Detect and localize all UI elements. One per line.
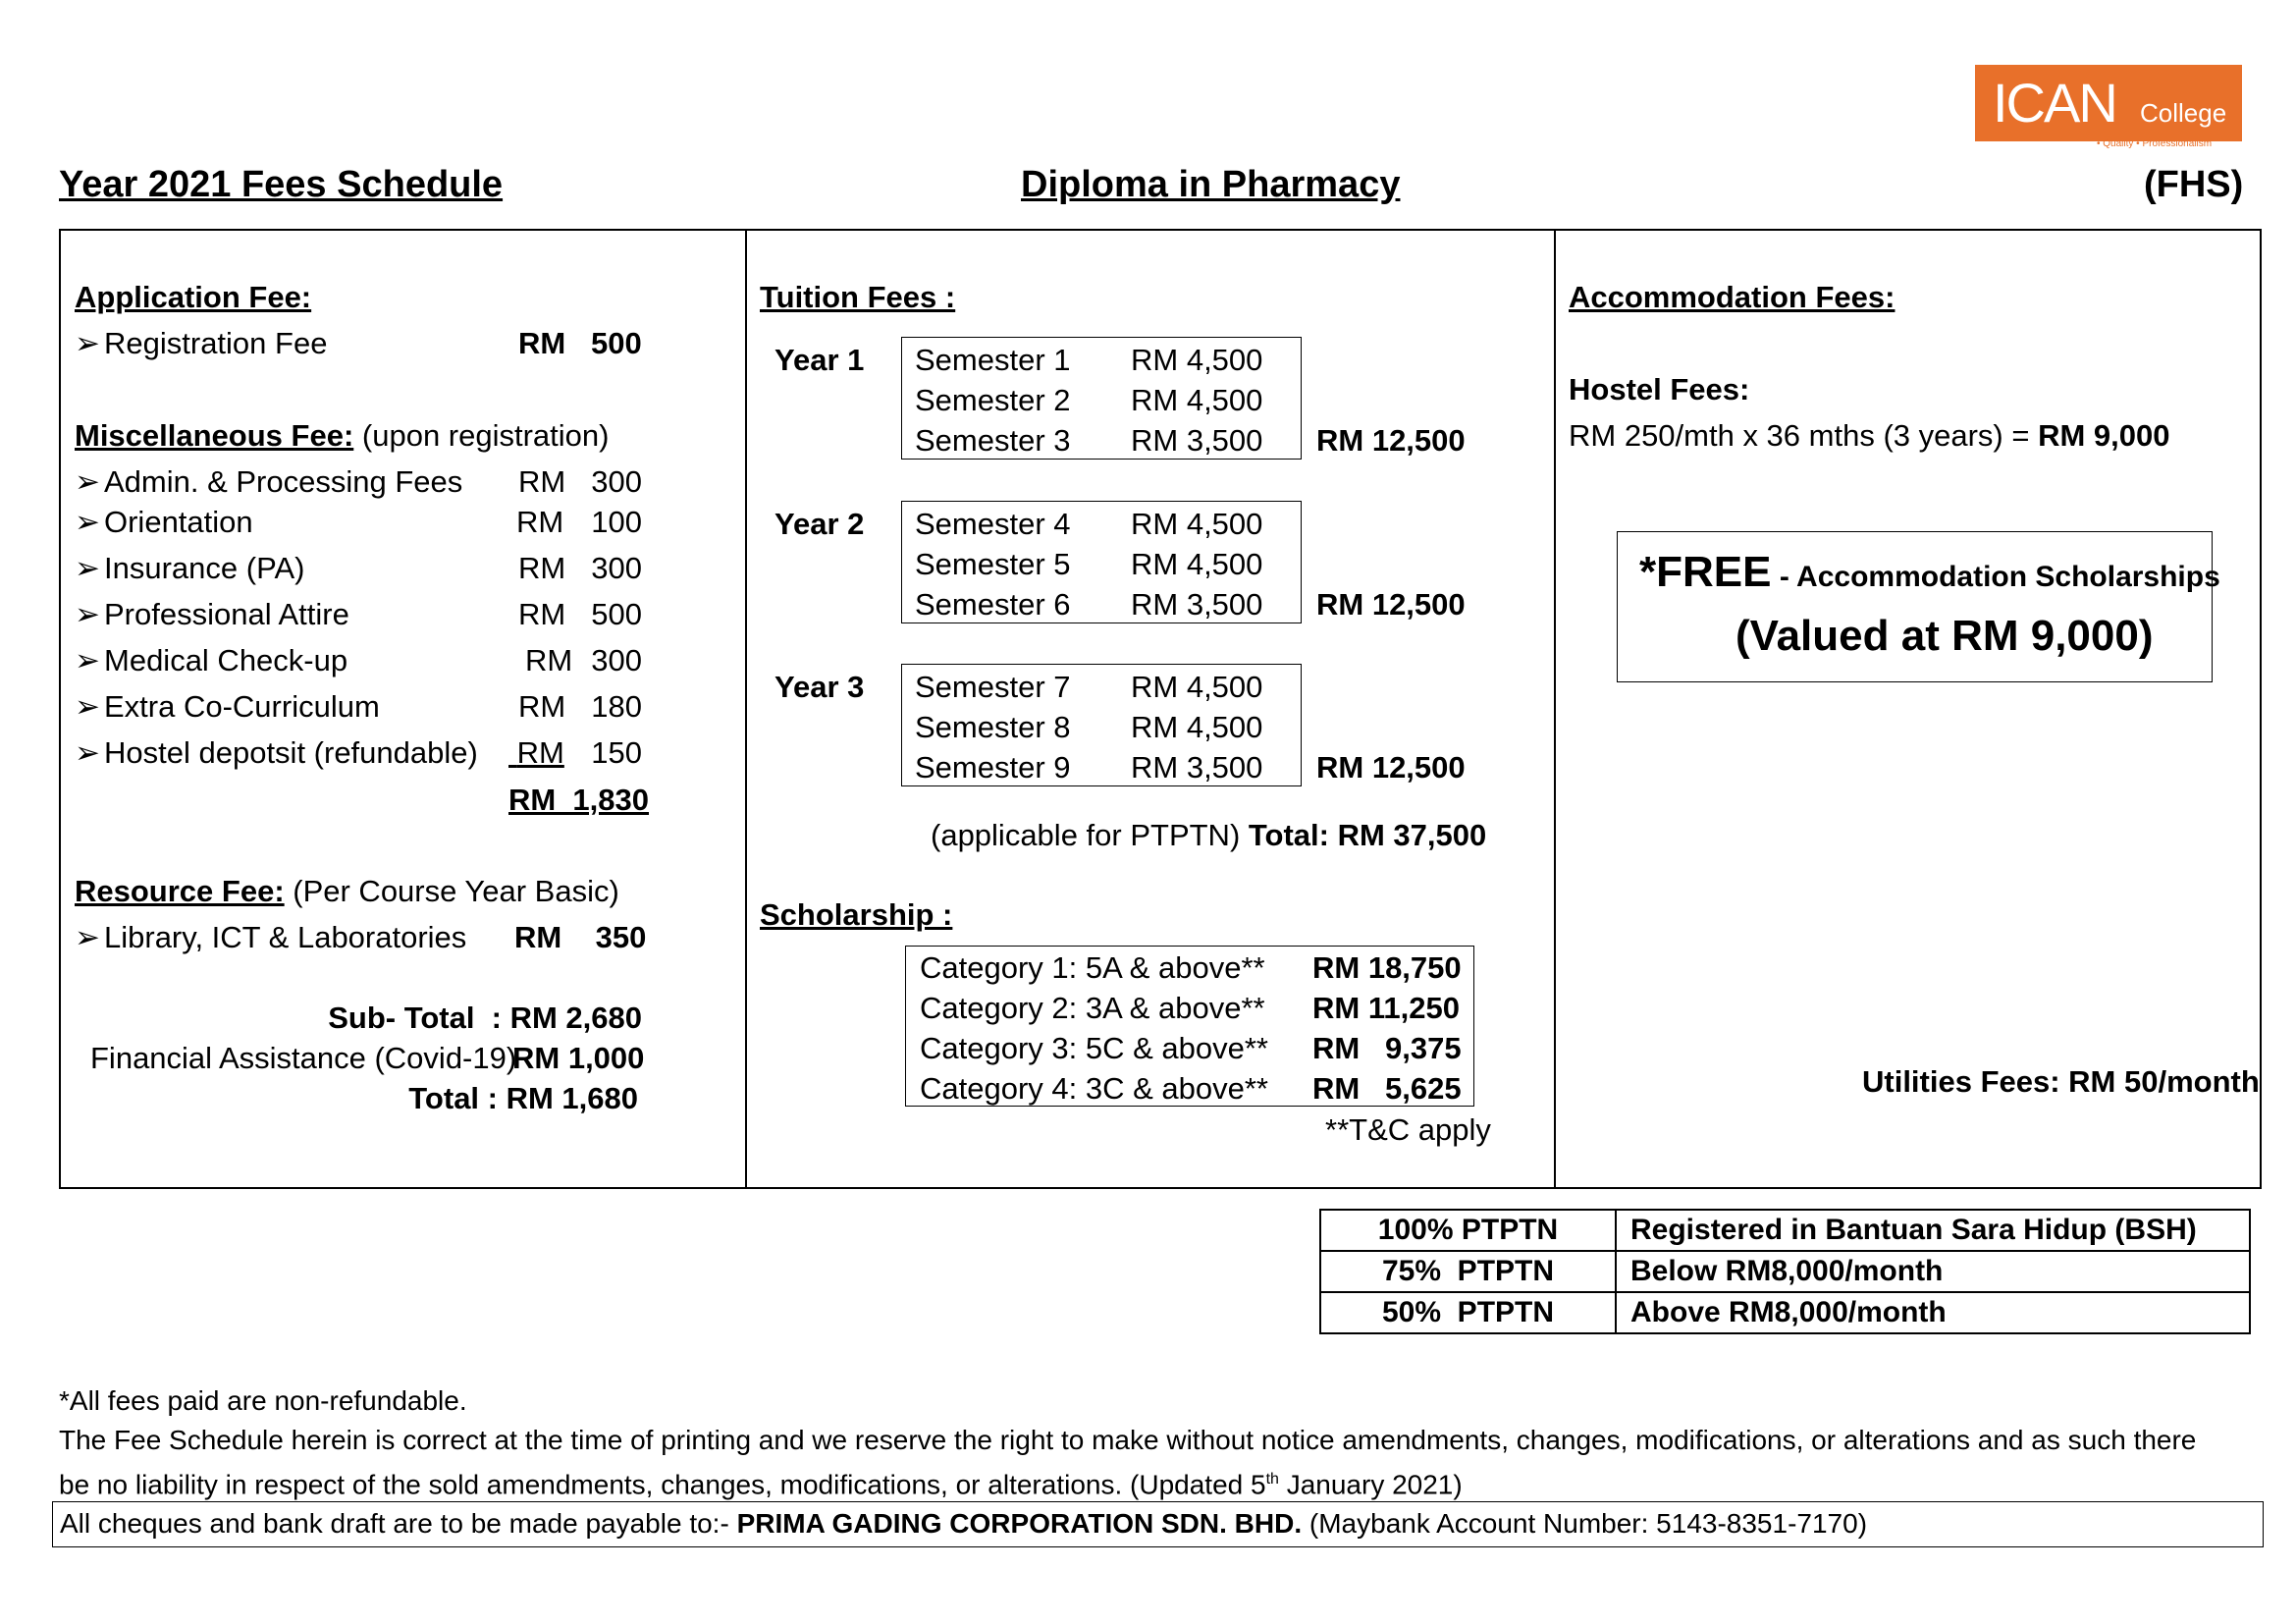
- registration-fee-row: [75, 326, 327, 361]
- tuition-grand-total: Total: RM 37,500: [1248, 818, 1487, 852]
- scholarship-amount: RM 9,375: [1312, 1031, 1462, 1065]
- program-title: Diploma in Pharmacy: [1021, 164, 1401, 205]
- scholarship-amount: RM 11,250: [1312, 991, 1460, 1025]
- table-row: [1320, 1292, 2250, 1333]
- misc-item-row: [75, 689, 380, 725]
- scholarship-amount: RM 18,750: [1312, 950, 1462, 985]
- semester-fee: RM 4,500: [1131, 670, 1263, 704]
- ptptn-criteria: Registered in Bantuan Sara Hidup (BSH): [1616, 1210, 2250, 1251]
- arrow-bullet-icon: ➢: [75, 920, 100, 954]
- semester-name: Semester 6: [915, 587, 1071, 622]
- payable-line: [60, 1507, 1867, 1541]
- semester-fee: RM 4,500: [1131, 343, 1263, 377]
- misc-item-label: Insurance (PA): [104, 551, 305, 585]
- logo-tagline: • Quality • Professionalism: [2097, 138, 2213, 149]
- semester-fee: RM 4,500: [1131, 547, 1263, 581]
- registration-fee-label: Registration Fee: [104, 326, 328, 360]
- scholarship-category: Category 3: 5C & above**: [920, 1031, 1268, 1065]
- ptptn-criteria: Below RM8,000/month: [1616, 1251, 2250, 1292]
- payable-company: PRIMA GADING CORPORATION SDN. BHD.: [736, 1508, 1303, 1539]
- year-total: RM 12,500: [1316, 750, 1466, 785]
- ican-college-logo: [1975, 65, 2242, 141]
- misc-item-label: Orientation: [104, 505, 253, 539]
- misc-item-currency: RM: [518, 464, 566, 499]
- arrow-bullet-icon: ➢: [75, 689, 100, 724]
- resource-fee-note: (Per Course Year Basic): [284, 874, 619, 908]
- semester-fee: RM 4,500: [1131, 710, 1263, 744]
- arrow-bullet-icon: ➢: [75, 551, 100, 585]
- scholarship-category: Category 4: 3C & above**: [920, 1071, 1268, 1106]
- ptptn-level: 75% PTPTN: [1320, 1251, 1616, 1292]
- resource-fee-amount: RM 350: [514, 920, 647, 954]
- misc-item-label: Extra Co-Curriculum: [104, 689, 380, 724]
- disclaimer-text: be no liability in respect of the sold amendments, changes, modifications, or alterations. (Updated 5: [59, 1469, 1266, 1500]
- accommodation-fees-heading: Accommodation Fees:: [1569, 280, 1896, 314]
- tuition-fees-heading: Tuition Fees :: [760, 280, 956, 314]
- misc-item-label: Admin. & Processing Fees: [104, 464, 463, 499]
- misc-item-row: [75, 735, 478, 771]
- hostel-fees-heading: Hostel Fees:: [1569, 372, 1750, 406]
- year-label: Year 1: [774, 343, 865, 377]
- misc-fee-note: (upon registration): [353, 418, 610, 453]
- grand-total-after-assistance: Total : RM 1,680: [408, 1081, 638, 1115]
- misc-fee-heading: Miscellaneous Fee:: [75, 418, 354, 453]
- arrow-bullet-icon: ➢: [75, 597, 100, 631]
- semester-fee: RM 3,500: [1131, 750, 1263, 785]
- misc-item-amount: 300: [591, 551, 642, 585]
- misc-item-label: Professional Attire: [104, 597, 349, 631]
- semester-name: Semester 9: [915, 750, 1071, 785]
- misc-item-amount: 300: [591, 464, 642, 499]
- scholarship-heading: Scholarship :: [760, 897, 953, 932]
- ptptn-level: 100% PTPTN: [1320, 1210, 1616, 1251]
- ptptn-table: [1319, 1209, 2251, 1334]
- resource-fee-row: [75, 920, 466, 955]
- column-divider-1: [745, 229, 747, 1189]
- semester-fee: RM 3,500: [1131, 587, 1263, 622]
- registration-fee-amount: RM 500: [518, 326, 642, 360]
- payable-account: (Maybank Account Number: 5143-8351-7170): [1302, 1508, 1868, 1539]
- misc-item-underlined-amount: [508, 735, 642, 771]
- misc-item-label: Medical Check-up: [104, 643, 348, 677]
- year-total: RM 12,500: [1316, 423, 1466, 458]
- semester-name: Semester 5: [915, 547, 1071, 581]
- ptptn-note: (applicable for PTPTN): [931, 818, 1249, 852]
- semester-fee: RM 3,500: [1131, 423, 1263, 458]
- semester-name: Semester 7: [915, 670, 1071, 704]
- hostel-fees-total: RM 9,000: [2038, 418, 2170, 453]
- semester-name: Semester 2: [915, 383, 1071, 417]
- disclaimer-line-2: [59, 1463, 1463, 1501]
- ptptn-total-row: [931, 818, 1486, 853]
- resource-fee-heading: Resource Fee:: [75, 874, 285, 908]
- arrow-bullet-icon: ➢: [75, 326, 100, 360]
- scholarship-category: Category 1: 5A & above**: [920, 950, 1265, 985]
- disclaimer-superscript: th: [1265, 1471, 1279, 1488]
- year-label: Year 2: [774, 507, 865, 541]
- misc-item-amount: 300: [591, 643, 642, 677]
- ptptn-level: 50% PTPTN: [1320, 1292, 1616, 1333]
- table-row: [1320, 1210, 2250, 1251]
- arrow-bullet-icon: ➢: [75, 505, 100, 539]
- semester-fee: RM 4,500: [1131, 507, 1263, 541]
- misc-item-currency: RM: [516, 735, 564, 770]
- scholarship-amount: RM 5,625: [1312, 1071, 1462, 1106]
- program-code: (FHS): [2144, 164, 2244, 205]
- non-refundable-note: *All fees paid are non-refundable.: [59, 1385, 467, 1416]
- financial-assistance-label: Financial Assistance (Covid-19): [90, 1041, 517, 1075]
- misc-fee-total: RM 1,830: [508, 783, 650, 817]
- free-accommodation-line: [1639, 548, 2220, 607]
- misc-item-label: Hostel depotsit (refundable): [104, 735, 478, 770]
- ptptn-criteria: Above RM8,000/month: [1616, 1292, 2250, 1333]
- misc-item-row: [75, 464, 462, 500]
- arrow-bullet-icon: ➢: [75, 464, 100, 499]
- hostel-fees-calculation: RM 250/mth x 36 mths (3 years) =: [1569, 418, 2039, 453]
- misc-item-currency: RM: [525, 643, 573, 677]
- column-divider-2: [1554, 229, 1556, 1189]
- misc-item-amount: 150: [591, 735, 642, 770]
- semester-name: Semester 3: [915, 423, 1071, 458]
- schedule-title: Year 2021 Fees Schedule: [59, 164, 504, 205]
- application-fee-heading: Application Fee:: [75, 280, 312, 314]
- hostel-fees-row: [1569, 418, 2169, 454]
- free-label: *FREE: [1639, 548, 1772, 596]
- misc-item-amount: 180: [591, 689, 642, 724]
- disclaimer-line-1: The Fee Schedule herein is correct at the time of printing and we reserve the right to make without notice amendments, changes, modifications, or alterations and as such there: [59, 1425, 2197, 1455]
- financial-assistance-amount: RM 1,000: [512, 1041, 645, 1075]
- sub-total: Sub- Total : RM 2,680: [328, 1001, 642, 1035]
- terms-note: **T&C apply: [1325, 1112, 1491, 1147]
- misc-item-amount: 100: [591, 505, 642, 539]
- misc-item-currency: RM: [518, 689, 566, 724]
- misc-item-currency: RM: [516, 505, 564, 539]
- logo-college-text: College: [2140, 98, 2227, 128]
- misc-item-row: [75, 551, 304, 586]
- free-description: - Accommodation Scholarships: [1771, 561, 2220, 593]
- arrow-bullet-icon: ➢: [75, 643, 100, 677]
- misc-item-row: [75, 643, 347, 678]
- utilities-fees: Utilities Fees: RM 50/month: [1862, 1064, 2260, 1099]
- payable-prefix: All cheques and bank draft are to be made payable to:-: [60, 1508, 737, 1539]
- scholarship-category: Category 2: 3A & above**: [920, 991, 1265, 1025]
- misc-fee-heading-row: [75, 418, 609, 454]
- misc-item-row: [75, 597, 349, 632]
- misc-item-row: [75, 505, 253, 540]
- semester-fee: RM 4,500: [1131, 383, 1263, 417]
- misc-item-currency: RM: [518, 551, 566, 585]
- semester-name: Semester 4: [915, 507, 1071, 541]
- logo-ican-text: ICAN: [1993, 72, 2116, 134]
- year-label: Year 3: [774, 670, 865, 704]
- disclaimer-date: January 2021): [1278, 1469, 1463, 1500]
- table-row: [1320, 1251, 2250, 1292]
- valued-at: (Valued at RM 9,000): [1735, 612, 2154, 660]
- semester-name: Semester 8: [915, 710, 1071, 744]
- misc-item-amount: 500: [591, 597, 642, 631]
- year-total: RM 12,500: [1316, 587, 1466, 622]
- resource-fee-heading-row: [75, 874, 619, 909]
- resource-fee-label: Library, ICT & Laboratories: [104, 920, 467, 954]
- misc-item-currency: RM: [518, 597, 566, 631]
- semester-name: Semester 1: [915, 343, 1071, 377]
- arrow-bullet-icon: ➢: [75, 735, 100, 770]
